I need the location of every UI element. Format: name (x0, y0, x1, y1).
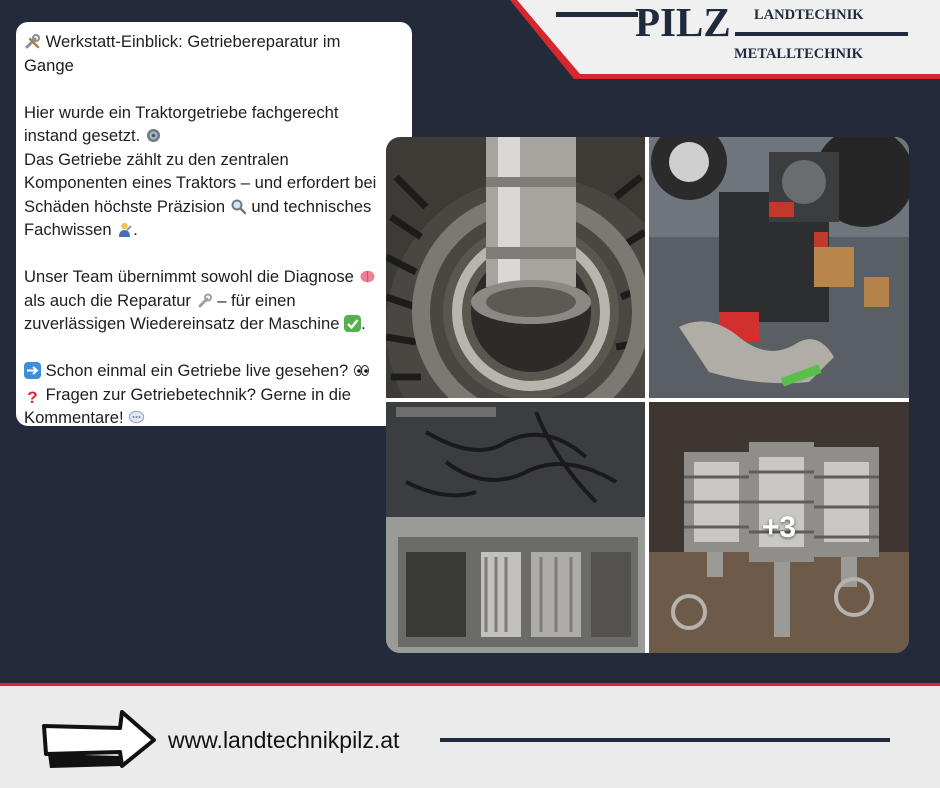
post-text-line: Unser Team übernimmt sowohl die Diagnose (24, 267, 354, 286)
post-text-line: . (361, 314, 366, 333)
question-mark-icon: ? (27, 387, 38, 407)
post-text-line: Gange (24, 55, 74, 75)
brand-logo (510, 0, 940, 80)
post-text-line: . (133, 220, 138, 239)
post-text-line: Fachwissen (24, 220, 112, 239)
speech-bubble-icon (128, 409, 145, 426)
arrow-right-icon (40, 708, 160, 775)
post-text-line: instand gesetzt. (24, 126, 141, 145)
gearbox-shaft-closeup-photo[interactable] (386, 137, 645, 398)
post-text-line: Das Getriebe zählt zu den zentralen (24, 149, 289, 169)
post-paragraph-questions (24, 359, 406, 430)
magnifier-icon (230, 198, 247, 215)
post-text-line: als auch die Reparatur (24, 290, 191, 310)
post-paragraph-title (24, 30, 406, 77)
post-text-line: Schäden höchste Präzision (24, 196, 226, 216)
post-paragraph-intro (24, 101, 406, 242)
post-text-line: Hier wurde ein Traktorgetriebe fachgerecht (24, 102, 339, 122)
post-text-line: Komponenten eines Traktors – und erfordert bei (24, 173, 377, 192)
photo-gallery (386, 137, 909, 653)
brand-line-2: METALLTECHNIK (734, 46, 863, 62)
check-mark-icon (344, 315, 361, 332)
gear-icon (145, 127, 162, 144)
wrench-icon (196, 292, 213, 309)
right-arrow-icon (24, 362, 41, 379)
post-text-card (16, 22, 412, 426)
post-text-line: Werkstatt-Einblick: Getriebereparatur im (45, 32, 341, 51)
post-text-line: Kommentare! (24, 408, 124, 427)
tractor-disassembled-workshop-photo[interactable] (649, 137, 909, 398)
website-link[interactable]: www.landtechnikpilz.at (168, 727, 400, 753)
brain-icon (359, 268, 376, 285)
post-paragraph-team (24, 265, 406, 336)
post-text-line: Schon einmal ein Getriebe live gesehen? (45, 361, 349, 380)
eyes-icon (353, 362, 370, 379)
brand-line-1: LANDTECHNIK (754, 7, 864, 23)
brand-name: PILZ (635, 0, 731, 45)
footer-rule (440, 738, 890, 742)
more-photos-count[interactable]: +3 (761, 510, 797, 544)
post-text-line: Fragen zur Getriebetechnik? Gerne in die (45, 384, 351, 404)
post-text-line: – für einen (217, 290, 296, 310)
gear-shafts-on-bench-photo[interactable] (649, 402, 909, 653)
post-text-line: zuverlässigen Wiedereinsatz der Maschine (24, 314, 340, 333)
post-text-line: und technisches (251, 196, 372, 216)
tools-icon (24, 33, 41, 50)
mechanic-icon (116, 221, 133, 238)
open-gearbox-housing-photo[interactable] (386, 402, 645, 653)
